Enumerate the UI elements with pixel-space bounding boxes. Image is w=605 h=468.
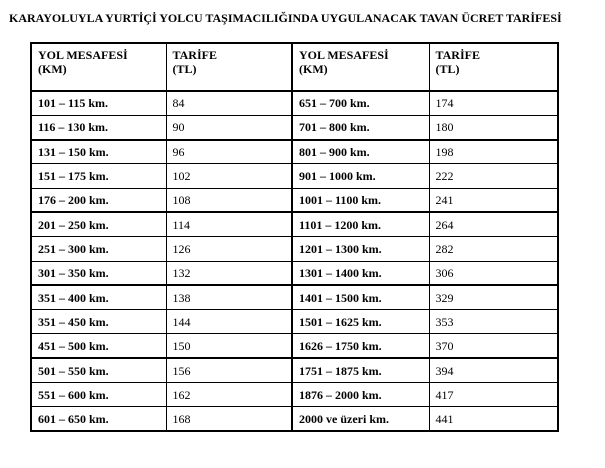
- header-row: [31, 43, 558, 91]
- tariff-cell: 370: [429, 334, 558, 358]
- table-row: [31, 237, 558, 261]
- tariff-cell: 84: [166, 91, 292, 115]
- tariff-cell: 102: [166, 164, 292, 188]
- distance-cell: 1001 – 1100 km.: [292, 188, 429, 212]
- tariff-cell: 96: [166, 140, 292, 164]
- tariff-header-unit: (TL): [172, 62, 197, 76]
- tariff-header-unit: (TL): [435, 62, 460, 76]
- distance-cell: 351 – 400 km.: [31, 285, 166, 309]
- tariff-cell: 162: [166, 383, 292, 407]
- distance-header-left: [31, 43, 166, 91]
- tariff-cell: 174: [429, 91, 558, 115]
- distance-header-unit: (KM): [38, 62, 67, 76]
- tariff-cell: 114: [166, 212, 292, 236]
- distance-cell: 176 – 200 km.: [31, 188, 166, 212]
- distance-cell: 1401 – 1500 km.: [292, 285, 429, 309]
- tariff-cell: 126: [166, 237, 292, 261]
- tariff-cell: 241: [429, 188, 558, 212]
- distance-cell: 1751 – 1875 km.: [292, 358, 429, 382]
- distance-cell: 151 – 175 km.: [31, 164, 166, 188]
- distance-header-label: YOL MESAFESİ: [299, 48, 389, 62]
- tariff-cell: 353: [429, 310, 558, 334]
- table-row: [31, 334, 558, 358]
- tariff-cell: 198: [429, 140, 558, 164]
- table-row: [31, 310, 558, 334]
- tariff-table: [30, 42, 559, 432]
- table-row: [31, 407, 558, 431]
- table-row: [31, 140, 558, 164]
- tariff-cell: 108: [166, 188, 292, 212]
- table-row: [31, 91, 558, 115]
- page-title: KARAYOLUYLA YURTİÇİ YOLCU TAŞIMACILIĞINDA UYGULANACAK TAVAN ÜCRET TARİFESİ: [9, 11, 562, 25]
- tariff-header-label: TARİFE: [172, 48, 217, 62]
- tariff-cell: 132: [166, 261, 292, 285]
- tariff-table-body: [31, 91, 558, 431]
- distance-header-label: YOL MESAFESİ: [38, 48, 128, 62]
- distance-cell: 251 – 300 km.: [31, 237, 166, 261]
- distance-cell: 901 – 1000 km.: [292, 164, 429, 188]
- distance-cell: 551 – 600 km.: [31, 383, 166, 407]
- table-row: [31, 358, 558, 382]
- distance-cell: 131 – 150 km.: [31, 140, 166, 164]
- distance-cell: 201 – 250 km.: [31, 212, 166, 236]
- table-row: [31, 285, 558, 309]
- distance-cell: 1876 – 2000 km.: [292, 383, 429, 407]
- tariff-header-right: [429, 43, 558, 91]
- tariff-cell: 90: [166, 115, 292, 139]
- tariff-cell: 329: [429, 285, 558, 309]
- table-row: [31, 261, 558, 285]
- tariff-cell: 264: [429, 212, 558, 236]
- distance-cell: 501 – 550 km.: [31, 358, 166, 382]
- tariff-cell: 156: [166, 358, 292, 382]
- tariff-cell: 441: [429, 407, 558, 431]
- distance-cell: 451 – 500 km.: [31, 334, 166, 358]
- distance-cell: 701 – 800 km.: [292, 115, 429, 139]
- table-row: [31, 164, 558, 188]
- tariff-cell: 150: [166, 334, 292, 358]
- tariff-header-label: TARİFE: [435, 48, 480, 62]
- distance-cell: 2000 ve üzeri km.: [292, 407, 429, 431]
- distance-header-unit: (KM): [299, 62, 328, 76]
- tariff-cell: 168: [166, 407, 292, 431]
- distance-cell: 1501 – 1625 km.: [292, 310, 429, 334]
- distance-cell: 1626 – 1750 km.: [292, 334, 429, 358]
- table-row: [31, 115, 558, 139]
- distance-cell: 351 – 450 km.: [31, 310, 166, 334]
- tariff-cell: 222: [429, 164, 558, 188]
- tariff-header-left: [166, 43, 292, 91]
- tariff-cell: 394: [429, 358, 558, 382]
- tariff-cell: 282: [429, 237, 558, 261]
- distance-cell: 116 – 130 km.: [31, 115, 166, 139]
- table-row: [31, 212, 558, 236]
- distance-cell: 101 – 115 km.: [31, 91, 166, 115]
- distance-cell: 1101 – 1200 km.: [292, 212, 429, 236]
- table-row: [31, 383, 558, 407]
- distance-cell: 301 – 350 km.: [31, 261, 166, 285]
- table-row: [31, 188, 558, 212]
- distance-cell: 1301 – 1400 km.: [292, 261, 429, 285]
- tariff-cell: 180: [429, 115, 558, 139]
- distance-header-right: [292, 43, 429, 91]
- tariff-cell: 306: [429, 261, 558, 285]
- distance-cell: 1201 – 1300 km.: [292, 237, 429, 261]
- tariff-cell: 144: [166, 310, 292, 334]
- distance-cell: 651 – 700 km.: [292, 91, 429, 115]
- tariff-cell: 138: [166, 285, 292, 309]
- distance-cell: 601 – 650 km.: [31, 407, 166, 431]
- distance-cell: 801 – 900 km.: [292, 140, 429, 164]
- tariff-cell: 417: [429, 383, 558, 407]
